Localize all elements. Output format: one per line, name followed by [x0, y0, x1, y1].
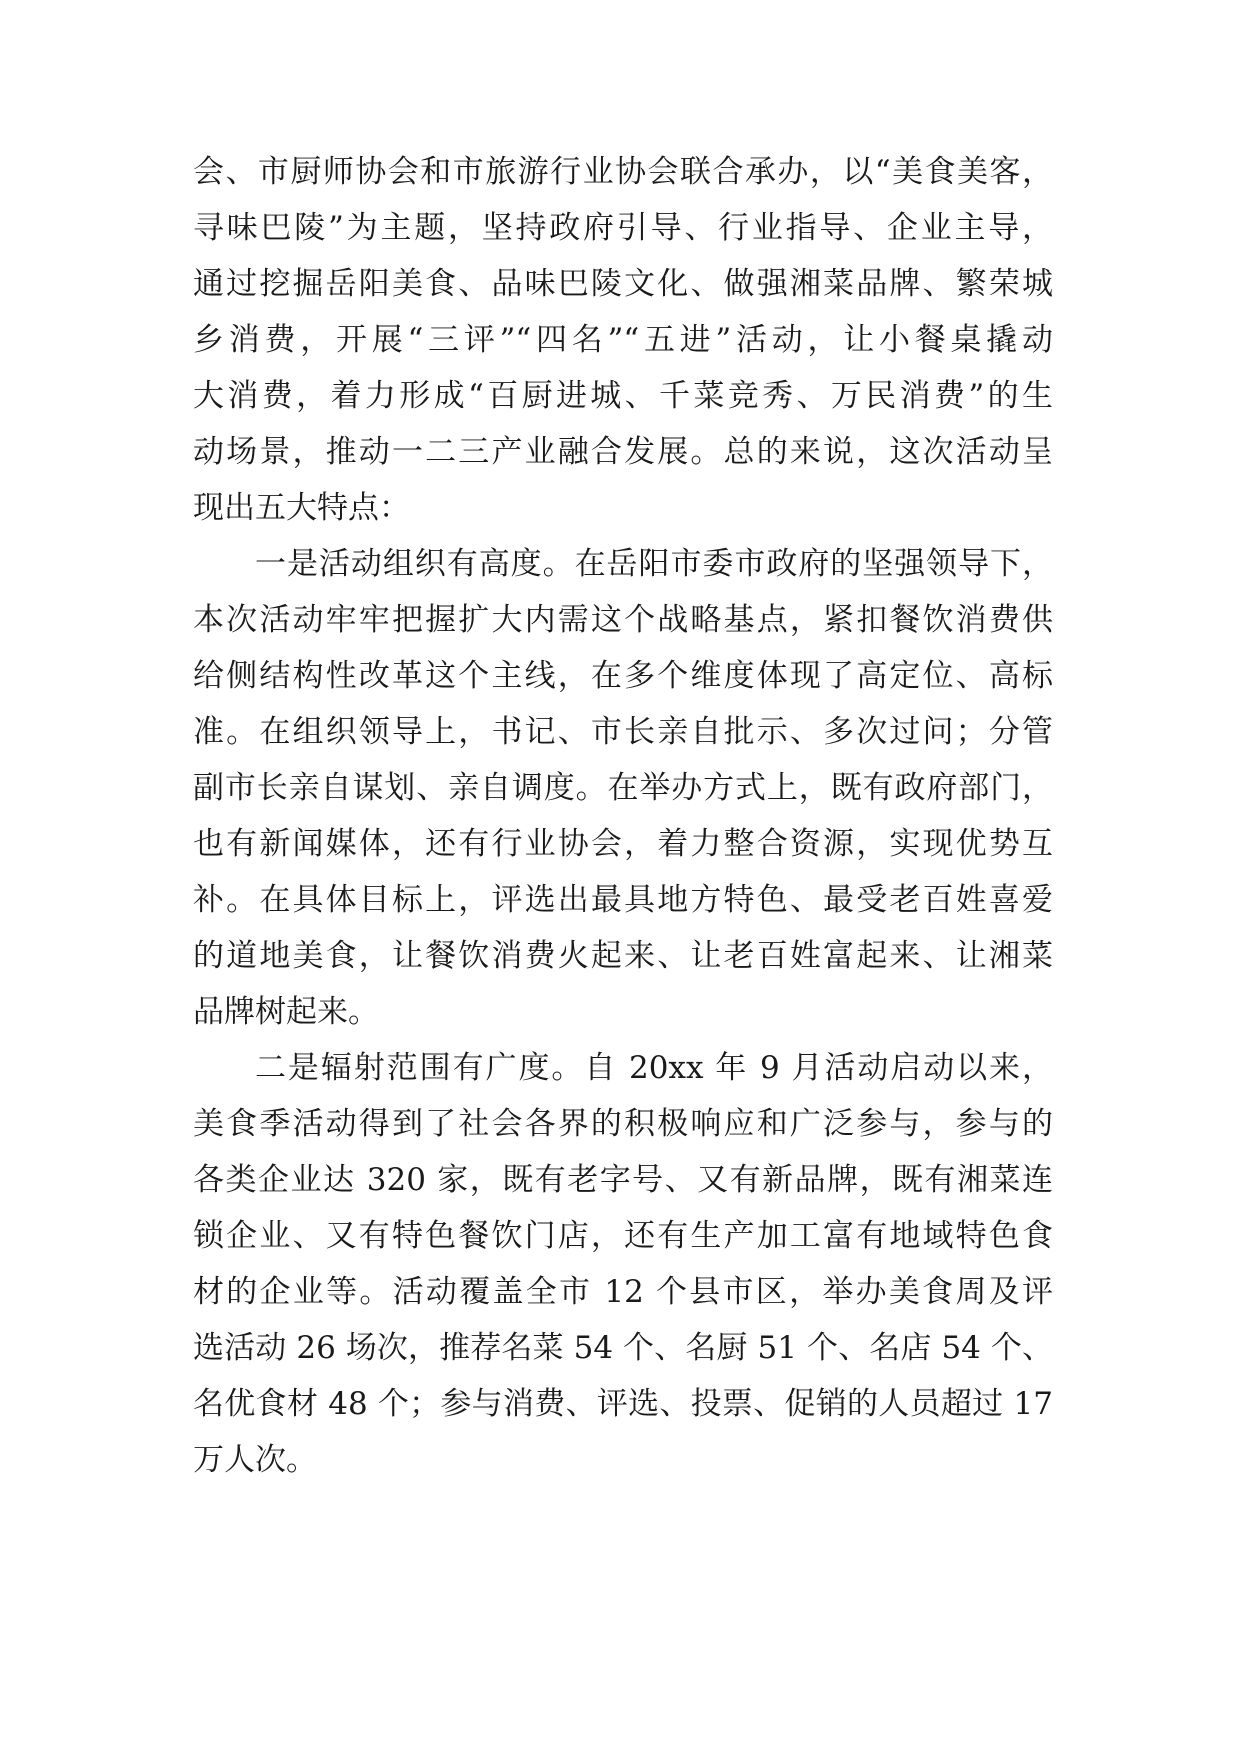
body-text-line: 锁企业、又有特色餐饮门店，还有生产加工富有地域特色食 [193, 1218, 1053, 1254]
paragraph-first-line: 一是活动组织有高度。在岳阳市委市政府的坚强领导下， [255, 546, 1053, 582]
body-text-line: 材的企业等。活动覆盖全市 12 个县市区，举办美食周及评 [193, 1274, 1053, 1310]
body-text-line: 本次活动牢牢把握扩大内需这个战略基点，紧扣餐饮消费供 [193, 602, 1053, 638]
body-text-line: 准。在组织领导上，书记、市长亲自批示、多次过问；分管 [193, 714, 1053, 750]
body-text-line: 现出五大特点： [193, 490, 410, 526]
body-text-line: 大消费，着力形成“百厨进城、千菜竞秀、万民消费”的生 [193, 378, 1053, 414]
body-text-line: 寻味巴陵”为主题，坚持政府引导、行业指导、企业主导， [193, 210, 1053, 246]
body-text-line: 各类企业达 320 家，既有老字号、又有新品牌，既有湘菜连 [193, 1162, 1053, 1198]
body-text-line: 通过挖掘岳阳美食、品味巴陵文化、做强湘菜品牌、繁荣城 [193, 266, 1053, 302]
body-text-line: 选活动 26 场次，推荐名菜 54 个、名厨 51 个、名店 54 个、 [193, 1330, 1053, 1366]
body-text-line: 会、市厨师协会和市旅游行业协会联合承办，以“美食美客， [193, 154, 1053, 190]
body-text-line: 的道地美食，让餐饮消费火起来、让老百姓富起来、让湘菜 [193, 938, 1053, 974]
body-text-line: 乡消费，开展“三评”“四名”“五进”活动，让小餐桌撬动 [193, 322, 1053, 358]
paragraph-first-line: 二是辐射范围有广度。自 20xx 年 9 月活动启动以来， [255, 1050, 1053, 1086]
body-text-line: 动场景，推动一二三产业融合发展。总的来说，这次活动呈 [193, 434, 1053, 470]
body-text-line: 补。在具体目标上，评选出最具地方特色、最受老百姓喜爱 [193, 882, 1053, 918]
body-text-line: 名优食材 48 个；参与消费、评选、投票、促销的人员超过 17 [193, 1386, 1053, 1422]
body-text-line: 美食季活动得到了社会各界的积极响应和广泛参与，参与的 [193, 1106, 1053, 1142]
body-text-line: 品牌树起来。 [193, 994, 379, 1030]
body-text-line: 也有新闻媒体，还有行业协会，着力整合资源，实现优势互 [193, 826, 1053, 862]
body-text-line: 万人次。 [193, 1442, 317, 1478]
body-text-line: 给侧结构性改革这个主线，在多个维度体现了高定位、高标 [193, 658, 1053, 694]
body-text-line: 副市长亲自谋划、亲自调度。在举办方式上，既有政府部门， [193, 770, 1053, 806]
